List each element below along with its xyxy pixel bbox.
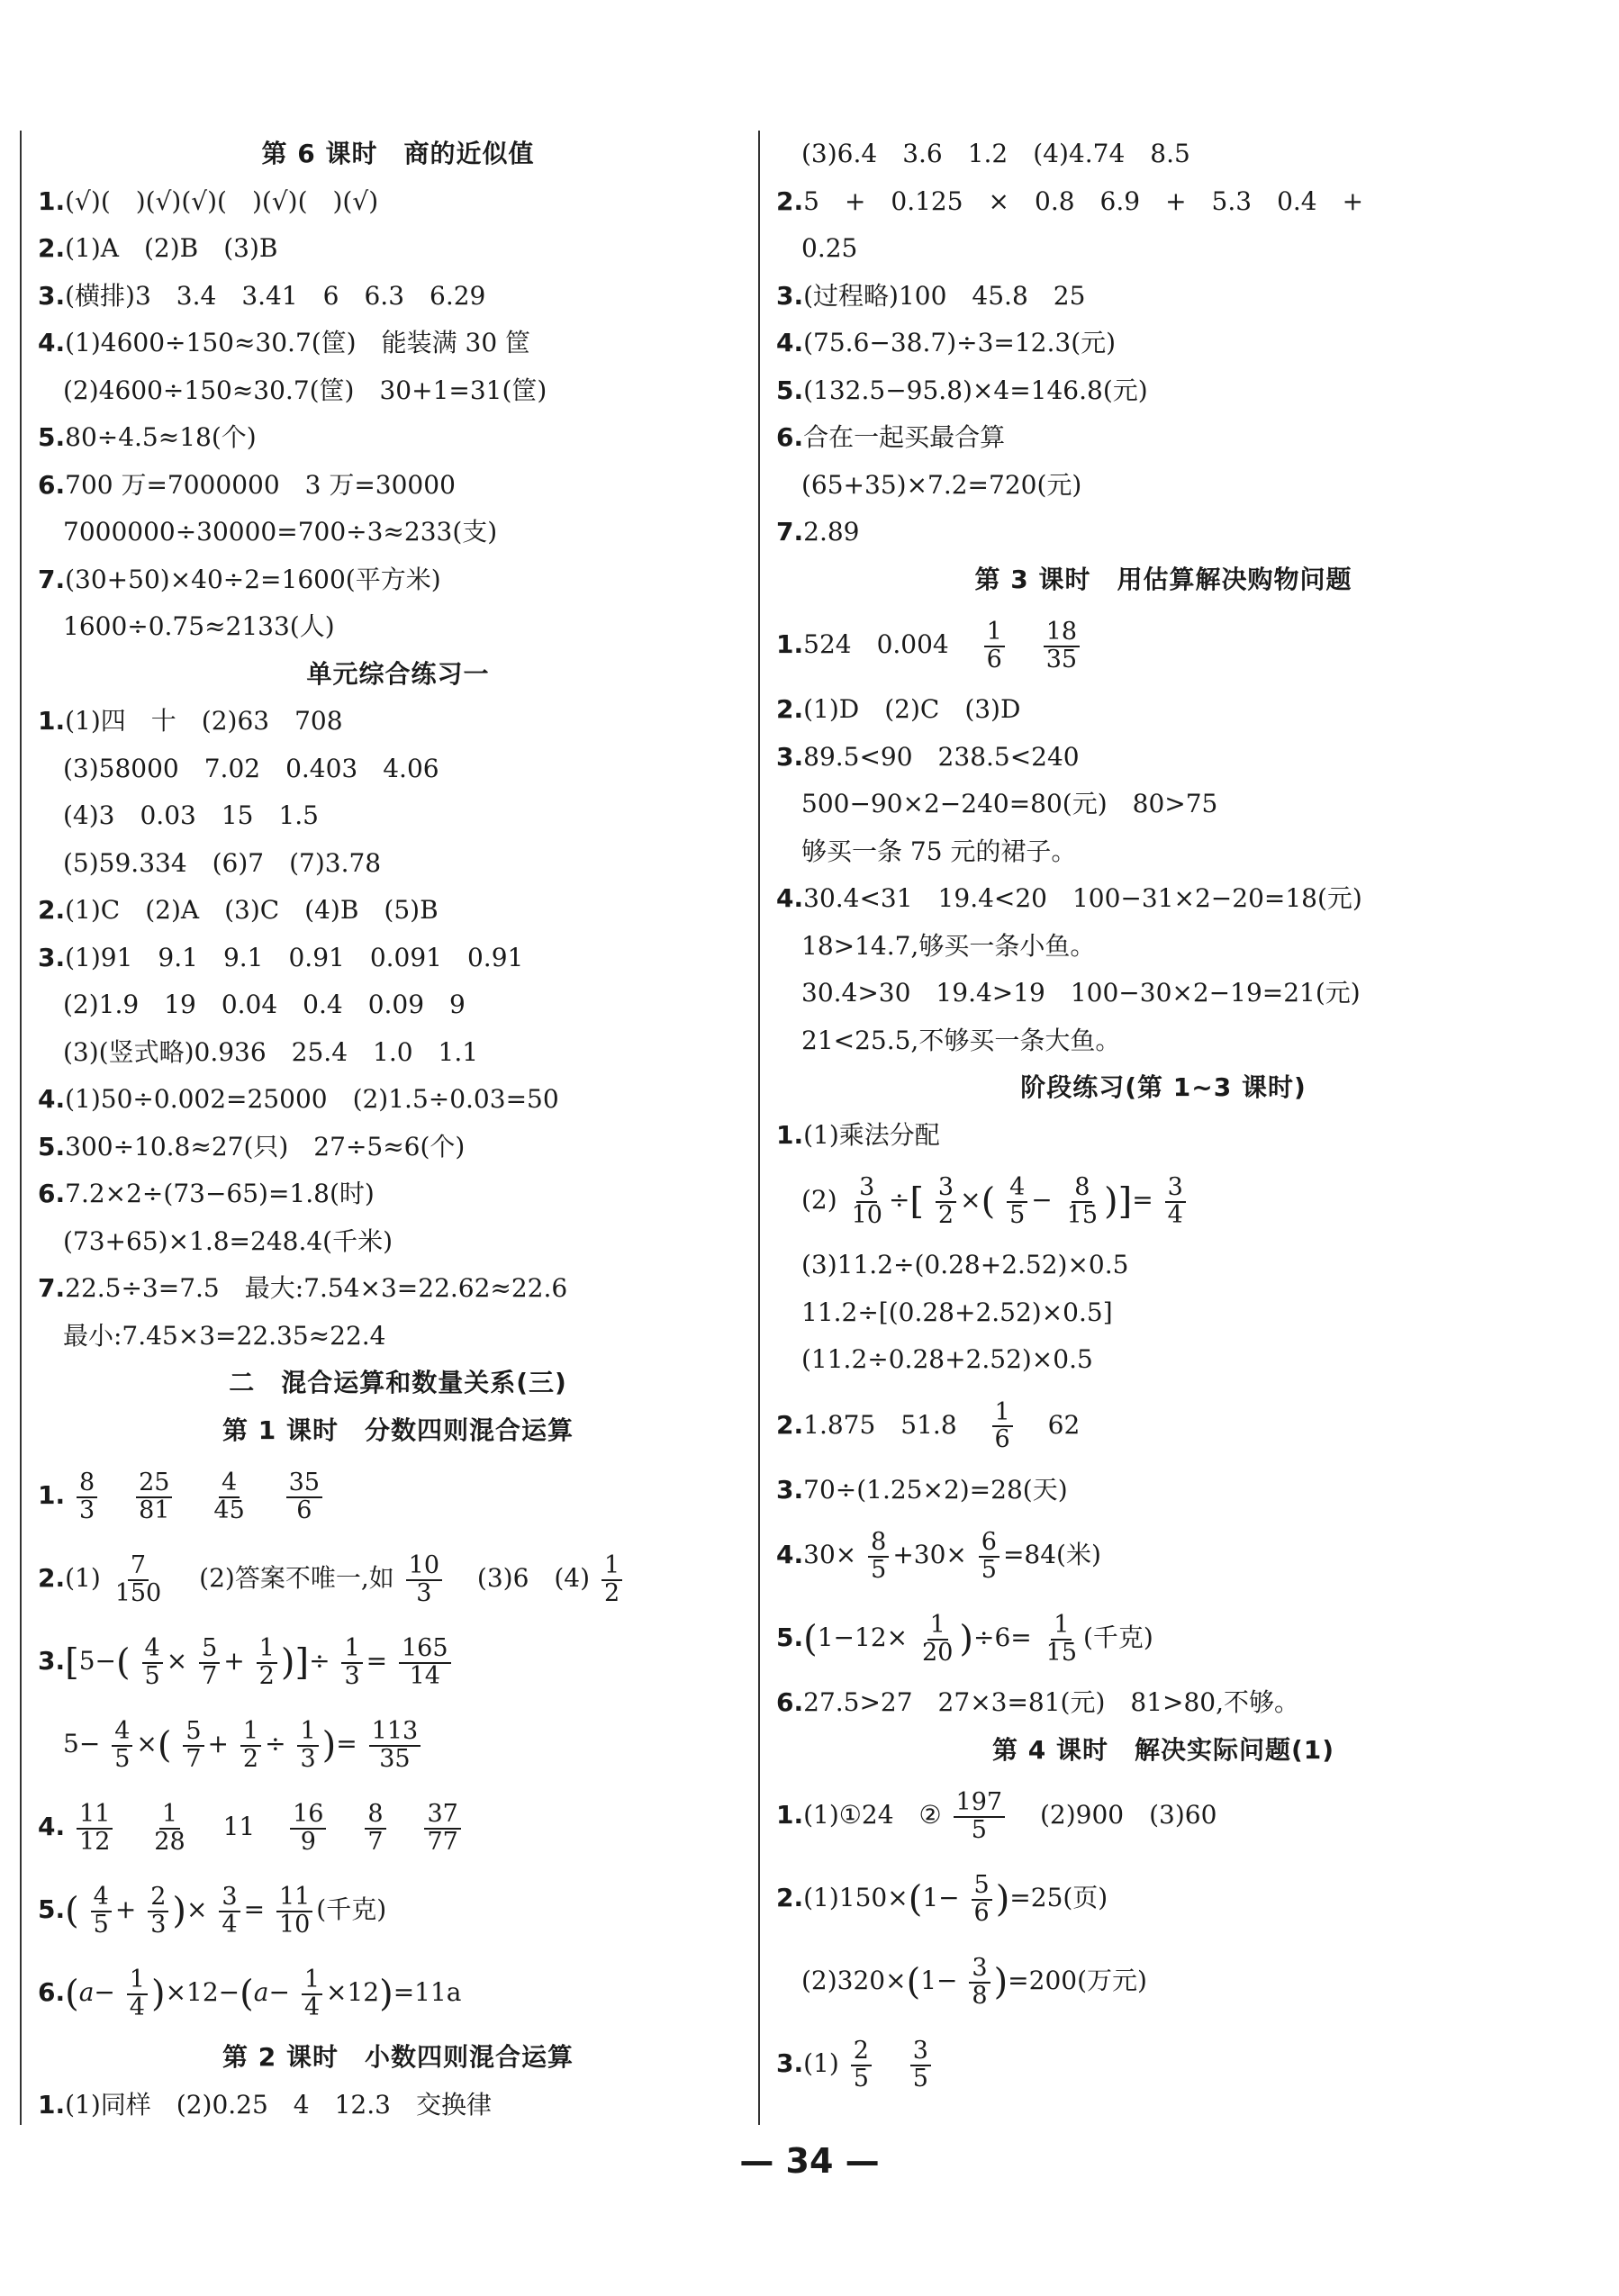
fraction: $\frac{2}{5}$ xyxy=(851,2038,872,2092)
answer-line: (3)58000 7.02 0.403 4.06 xyxy=(63,753,439,783)
answer-line: 5.(132.5−95.8)×4=146.8(元) xyxy=(776,375,1148,405)
fraction: $\frac{1}{28}$ xyxy=(154,1800,185,1856)
fraction: $\frac{11}{10}$ xyxy=(276,1885,312,1938)
fraction: $\frac{1}{20}$ xyxy=(922,1611,954,1667)
answer-line: 6.27.5>27 27×3=81(元) 81>80,不够。 xyxy=(776,1687,1300,1717)
answer-line: 2.(1)C (2)A (3)C (4)B (5)B xyxy=(38,895,439,925)
answer-line: 3.(过程略)100 45.8 25 xyxy=(776,280,1086,311)
answer-line: 3.(1)91 9.1 9.1 0.91 0.091 0.91 xyxy=(38,942,524,972)
answer-line: 4.(75.6−38.7)÷3=12.3(元) xyxy=(776,328,1117,357)
answer-line: 2.(1)A (2)B (3)B xyxy=(38,233,278,263)
answer-line: 7.(30+50)×40÷2=1600(平方米) xyxy=(38,564,441,594)
answer-line: 4.(1)50÷0.002=25000 (2)1.5÷0.03=50 xyxy=(38,1084,559,1114)
fraction: $\frac{5}{7}$ xyxy=(183,1719,204,1772)
fraction: $\frac{3}{8}$ xyxy=(969,1956,990,2009)
answer-line: 18>14.7,够买一条小鱼。 xyxy=(801,930,1096,961)
answer-line: (3)11.2÷(0.28+2.52)×0.5 xyxy=(801,1250,1129,1279)
fraction: $\frac{1}{4}$ xyxy=(302,1967,322,2020)
answer-line: 1.(√)( )(√)(√)( )(√)( )(√) xyxy=(38,185,379,216)
fraction: $\frac{1}{2}$ xyxy=(601,1553,622,1606)
answer-line: 4.30× $\frac{8}{5}$ +30× $\frac{6}{5}$ =84(米) xyxy=(776,1528,1101,1584)
answer-line: 5.( $\frac{4}{5}$ + $\frac{2}{3}$ )× $\frac{3}{4}$ = $\frac{11}{10}$ (千克) xyxy=(38,1883,387,1939)
fraction: $\frac{1}{4}$ xyxy=(127,1967,148,2020)
fraction: $\frac{37}{77}$ xyxy=(424,1802,460,1855)
section-heading: 阶段练习(第 1~3 课时) xyxy=(1020,1072,1307,1102)
fraction: $\frac{197}{5}$ xyxy=(954,1790,1006,1843)
answer-line: (2) $\frac{3}{10}$ ÷[ $\frac{3}{2}$ ×( $\frac{4}{5}$ − $\frac{8}{15}$ )]= $\frac{3}{4}$ xyxy=(776,1159,1551,1242)
answer-line: 3.89.5<90 238.5<240 xyxy=(776,741,1080,772)
chapter-heading: 二 混合运算和数量关系(三) xyxy=(229,1368,567,1397)
fraction: $\frac{4}{5}$ xyxy=(1007,1175,1027,1228)
answer-line: 21<25.5,不够买一条大鱼。 xyxy=(801,1025,1121,1055)
right-column xyxy=(758,131,1551,2125)
fraction: $\frac{3}{5}$ xyxy=(910,2038,931,2092)
fraction: $\frac{1}{15}$ xyxy=(1045,1611,1077,1667)
fraction: $\frac{4}{45}$ xyxy=(213,1469,245,1524)
fraction: $\frac{3}{4}$ xyxy=(1165,1175,1186,1228)
answer-line: 最小:7.45×3=22.35≈22.4 xyxy=(63,1320,386,1351)
answer-line: 1.524 0.004 $\frac{1}{6}$ $\frac{18}{35}$ xyxy=(776,603,1551,686)
fraction: $\frac{16}{9}$ xyxy=(290,1802,326,1855)
answer-line: (2)320×(1− $\frac{3}{8}$ )=200(万元) xyxy=(801,1954,1147,2010)
answer-line: 1.(1)①24 ② $\frac{197}{5}$ (2)900 (3)60 xyxy=(776,1788,1217,1844)
answer-line: (11.2÷0.28+2.52)×0.5 xyxy=(801,1344,1093,1374)
fraction: $\frac{25}{81}$ xyxy=(136,1470,172,1523)
answer-line: 够买一条 75 元的裙子。 xyxy=(801,836,1077,866)
answer-line: 5.(1−12× $\frac{1}{20}$ )÷6= $\frac{1}{15}$ (千克) xyxy=(776,1611,1153,1667)
fraction: $\frac{4}{5}$ xyxy=(112,1719,132,1772)
fraction: $\frac{1}{2}$ xyxy=(240,1719,261,1772)
answer-line: 4. $\frac{11}{12}$ $\frac{1}{28}$ 11 $\frac{16}{9}$ $\frac{8}{7}$ $\frac{37}{77}$ xyxy=(38,1785,758,1868)
fraction: $\frac{18}{35}$ xyxy=(1044,619,1080,673)
fraction: $\frac{5}{6}$ xyxy=(972,1873,992,1926)
answer-line: 3.[5−( $\frac{4}{5}$ × $\frac{5}{7}$ + $\frac{1}{2}$ )]÷ $\frac{1}{3}$ = $\frac{165}{14}$ xyxy=(38,1620,758,1703)
section-heading: 第 3 课时 用估算解决购物问题 xyxy=(974,564,1352,594)
answer-line: 2.(1)150×(1− $\frac{5}{6}$ )=25(页) xyxy=(776,1871,1108,1927)
fraction: $\frac{8}{7}$ xyxy=(365,1802,385,1855)
answer-line: 3.(1) $\frac{2}{5}$ $\frac{3}{5}$ xyxy=(776,2022,1551,2105)
section-heading: 第 2 课时 小数四则混合运算 xyxy=(222,2042,574,2072)
answer-line: 7.22.5÷3=7.5 最大:7.54×3=22.62≈22.6 xyxy=(38,1273,568,1303)
answer-line: 11.2÷[(0.28+2.52)×0.5] xyxy=(801,1297,1113,1327)
answer-line: (3)(竖式略)0.936 25.4 1.0 1.1 xyxy=(63,1036,479,1067)
answer-line: 1600÷0.75≈2133(人) xyxy=(63,611,335,641)
fraction: $\frac{10}{3}$ xyxy=(406,1553,442,1606)
answer-line: 30.4>30 19.4>19 100−30×2−19=21(元) xyxy=(801,978,1361,1008)
answer-line: 2.(1)D (2)C (3)D xyxy=(776,694,1021,724)
fraction: $\frac{7}{150}$ xyxy=(114,1551,162,1607)
answer-line: 2.1.875 51.8 $\frac{1}{6}$ 62 xyxy=(776,1397,1081,1453)
answer-line: 1. $\frac{8}{3}$ $\frac{25}{81}$ $\frac{4}{45}$ $\frac{35}{6}$ xyxy=(38,1454,758,1537)
answer-line: (2)1.9 19 0.04 0.4 0.09 9 xyxy=(63,990,466,1019)
answer-line: 500−90×2−240=80(元) 80>75 xyxy=(801,789,1218,818)
fraction: $\frac{2}{3}$ xyxy=(148,1885,168,1938)
answer-line: (73+65)×1.8=248.4(千米) xyxy=(63,1225,393,1256)
fraction: $\frac{3}{4}$ xyxy=(219,1885,240,1938)
answer-line: 1.(1)同样 (2)0.25 4 12.3 交换律 xyxy=(38,2089,492,2120)
answer-line: 6.(a− $\frac{1}{4}$ )×12−(a− $\frac{1}{4}$ ×12)=11a xyxy=(38,1966,462,2021)
answer-line: (5)59.334 (6)7 (7)3.78 xyxy=(63,847,382,878)
fraction: $\frac{35}{6}$ xyxy=(286,1470,322,1523)
answer-line: (2)4600÷150≈30.7(筐) 30+1=31(筐) xyxy=(63,375,547,405)
answer-line: (3)6.4 3.6 1.2 (4)4.74 8.5 xyxy=(801,139,1190,168)
fraction: $\frac{8}{15}$ xyxy=(1066,1173,1099,1229)
left-column xyxy=(20,131,758,2125)
fraction: $\frac{3}{2}$ xyxy=(936,1175,956,1228)
answer-line: 2.5 + 0.125 × 0.8 6.9 + 5.3 0.4 + xyxy=(776,185,1364,216)
fraction: $\frac{1}{3}$ xyxy=(297,1719,318,1772)
answer-line: 1.(1)四 十 (2)63 708 xyxy=(38,706,343,736)
answer-line: 1.(1)乘法分配 xyxy=(776,1119,940,1150)
fraction: $\frac{1}{3}$ xyxy=(341,1636,362,1689)
section-heading: 第 4 课时 解决实际问题(1) xyxy=(991,1734,1335,1765)
answer-line: 7000000÷30000=700÷3≈233(支) xyxy=(63,517,498,547)
answer-line: 0.25 xyxy=(801,233,858,263)
answer-line: 3.70÷(1.25×2)=28(天) xyxy=(776,1474,1068,1505)
answer-line: 4.30.4<31 19.4<20 100−31×2−20=18(元) xyxy=(776,883,1362,913)
fraction: $\frac{1}{2}$ xyxy=(257,1636,277,1689)
fraction: $\frac{4}{5}$ xyxy=(142,1636,163,1689)
fraction: $\frac{6}{5}$ xyxy=(979,1530,999,1583)
fraction: $\frac{11}{12}$ xyxy=(77,1802,113,1855)
fraction: $\frac{1}{6}$ xyxy=(992,1400,1013,1453)
fraction: $\frac{8}{5}$ xyxy=(868,1530,889,1583)
answer-line: 6.7.2×2÷(73−65)=1.8(时) xyxy=(38,1179,375,1208)
answer-line: 4.(1)4600÷150≈30.7(筐) 能装满 30 筐 xyxy=(38,328,531,357)
fraction: $\frac{3}{10}$ xyxy=(851,1173,882,1229)
fraction: $\frac{165}{14}$ xyxy=(399,1636,451,1689)
answer-line: 5.80÷4.5≈18(个) xyxy=(38,422,257,452)
section-heading: 第 1 课时 分数四则混合运算 xyxy=(222,1415,574,1445)
fraction: $\frac{5}{7}$ xyxy=(199,1636,220,1689)
section-heading: 第 6 课时 商的近似值 xyxy=(261,139,535,168)
fraction: $\frac{1}{6}$ xyxy=(984,619,1005,673)
answer-line: 5− $\frac{4}{5}$ ×( $\frac{5}{7}$ + $\frac{1}{2}$ ÷ $\frac{1}{3}$ )= $\frac{113}{35}$ xyxy=(38,1703,758,1785)
fraction: $\frac{113}{35}$ xyxy=(369,1719,421,1772)
answer-line: (4)3 0.03 15 1.5 xyxy=(63,800,319,830)
section-heading: 单元综合练习一 xyxy=(306,658,490,689)
answer-line: 5.300÷10.8≈27(只) 27÷5≈6(个) xyxy=(38,1131,466,1162)
answer-line: 7.2.89 xyxy=(776,517,860,547)
answer-line: 3.(横排)3 3.4 3.41 6 6.3 6.29 xyxy=(38,280,486,311)
fraction: $\frac{8}{3}$ xyxy=(77,1470,97,1523)
answer-line: (65+35)×7.2=720(元) xyxy=(801,469,1082,500)
answer-line: 2.(1) $\frac{7}{150}$ (2)答案不唯一,如 $\frac{10}{3}$ (3)6 (4) $\frac{1}{2}$ xyxy=(38,1537,758,1620)
answer-line: 6.合在一起买最合算 xyxy=(776,422,1006,452)
answer-line: 6.700 万=7000000 3 万=30000 xyxy=(38,469,456,500)
page-number: — 34 — xyxy=(739,2141,880,2181)
fraction: $\frac{4}{5}$ xyxy=(91,1885,112,1938)
